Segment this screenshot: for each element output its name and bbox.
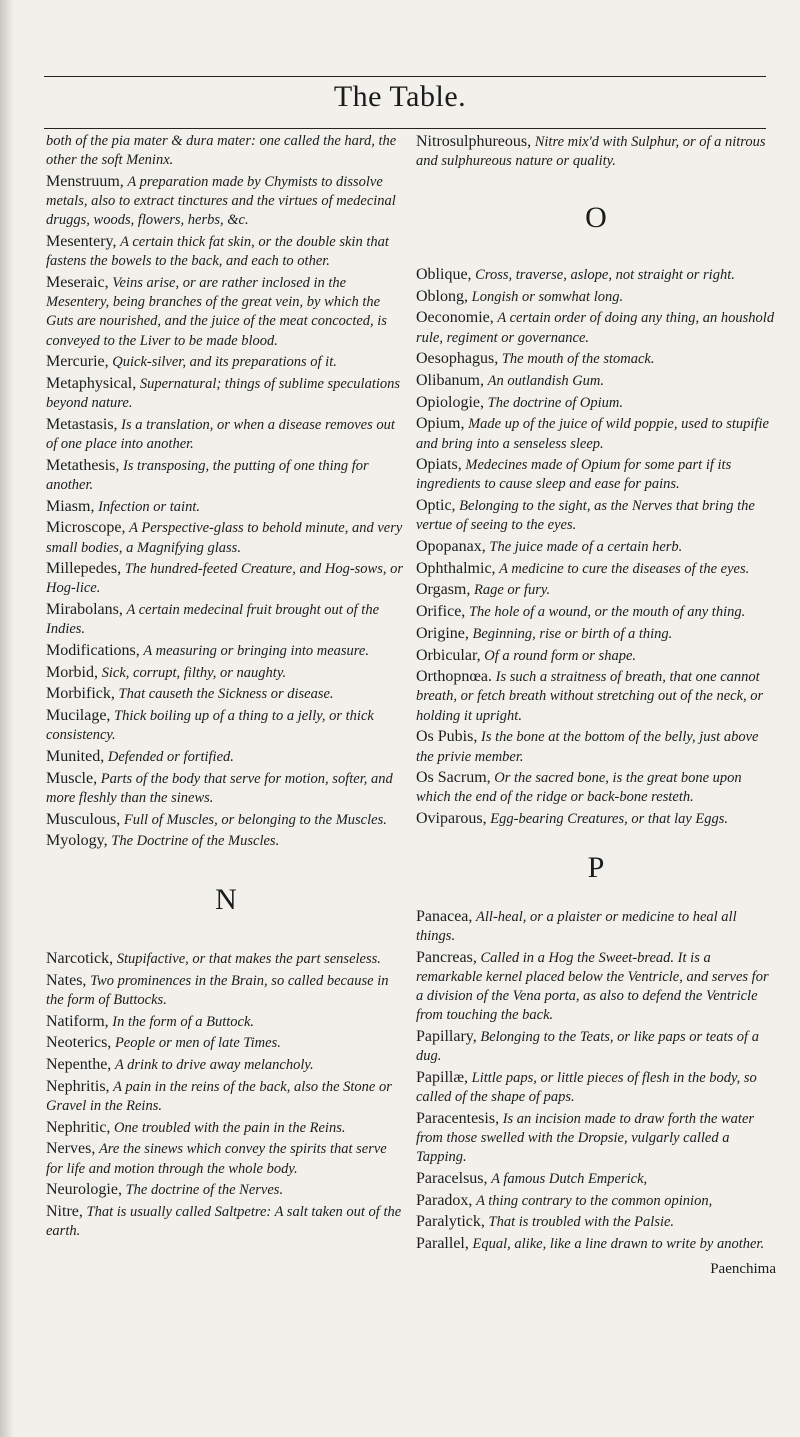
entry-headword: Mesentery, (46, 233, 117, 251)
entry-definition: Little paps, or little pieces of flesh in the body, so called of the shape of paps. (416, 1070, 757, 1106)
glossary-entry (416, 1109, 776, 1168)
left-column (46, 132, 406, 1243)
entry-headword: Oblique, (416, 265, 472, 283)
glossary-entry (416, 667, 776, 726)
entry-definition: The hundred-feeted Creature, and Hog-sows, or Hog-lice. (46, 561, 404, 597)
entry-definition: Quick-silver, and its preparations of it. (112, 354, 337, 371)
entry-headword: Nerves, (46, 1140, 96, 1158)
entry-headword: Papillary, (416, 1028, 477, 1046)
entry-headword: Olibanum, (416, 371, 484, 389)
entry-definition: That causeth the Sickness or disease. (118, 686, 334, 703)
entry-definition: A pain in the reins of the back, also the Stone or Gravel in the Reins. (46, 1078, 392, 1115)
glossary-entry (416, 727, 776, 766)
entry-definition: Medecines made of Opium for some part if its ingredients to cause sleep and ease for pains. (416, 457, 732, 493)
glossary-entry (416, 1169, 776, 1189)
entry-definition: A measuring or bringing into measure. (143, 643, 369, 660)
entry-definition: Longish or somwhat long. (471, 288, 624, 305)
entries-n (46, 949, 406, 1241)
entry-headword: Optic, (416, 497, 456, 515)
glossary-entry (46, 831, 406, 851)
glossary-entry (46, 971, 406, 1010)
entry-definition: In the form of a Buttock. (112, 1013, 255, 1030)
entry-definition: Made up of the juice of wild poppie, used to stupifie and bring into a senseless sleep. (416, 416, 769, 452)
glossary-entry (46, 1202, 406, 1241)
glossary-entry (416, 602, 776, 622)
entry-headword: Modifications, (46, 642, 140, 660)
glossary-entry (416, 1212, 776, 1232)
glossary-entry (416, 646, 776, 666)
entry-headword: Myology, (46, 832, 108, 850)
entry-headword: Microscope, (46, 519, 126, 537)
entry-headword: Opiats, (416, 456, 462, 474)
entry-headword: Nates, (46, 971, 87, 989)
glossary-entry (46, 497, 406, 517)
entry-headword: Morbifick, (46, 685, 115, 703)
glossary-entry (416, 265, 776, 285)
entry-definition: A thing contrary to the common opinion, (476, 1192, 713, 1209)
entry-definition: A famous Dutch Emperick, (491, 1171, 648, 1188)
glossary-entry (46, 456, 406, 495)
entries-p (416, 907, 776, 1254)
glossary-entry (416, 537, 776, 557)
glossary-entry (46, 1055, 406, 1075)
glossary-entry (416, 414, 776, 453)
entries-o (416, 265, 776, 829)
entry-headword: Paracentesis, (416, 1109, 500, 1127)
glossary-entry (416, 1027, 776, 1066)
glossary-entry (46, 232, 406, 271)
entry-headword: Panacea, (416, 907, 473, 925)
glossary-entry (46, 1180, 406, 1200)
entry-definition: Of a round form or shape. (484, 647, 637, 664)
entry-definition: A Perspective-glass to behold minute, and very small bodies, a Magnifying glass. (46, 520, 403, 556)
entry-headword: Pancreas, (416, 948, 477, 966)
entry-headword: Metastasis, (46, 415, 118, 433)
entry-headword: Morbid, (46, 663, 98, 681)
page-edge-shadow (0, 0, 14, 1437)
entry-headword: Mercurie, (46, 353, 109, 371)
entry-definition: A drink to drive away melancholy. (114, 1057, 314, 1074)
entry-definition: Two prominences in the Brain, so called because in the form of Buttocks. (46, 972, 389, 1009)
entry-headword: Munited, (46, 748, 105, 766)
section-letter-n: N (215, 883, 237, 917)
entry-headword: Oblong, (416, 287, 468, 305)
entry-headword: Nephritic, (46, 1118, 111, 1136)
entry-definition: Parts of the body that serve for motion, softer, and more fleshly than the sinews. (46, 770, 393, 806)
glossary-entry (46, 706, 406, 745)
glossary-entry (46, 769, 406, 808)
entry-definition: Or the sacred bone, is the great bone upon which the end of the ridge or back-bone resteth. (416, 770, 742, 806)
glossary-entry (416, 132, 776, 171)
entry-definition: Are the sinews which convey the spirits that serve for life and motion through the whole body. (46, 1141, 387, 1177)
glossary-entry (416, 371, 776, 391)
entry-definition: A preparation made by Chymists to dissolve metals, also to extract tinctures and the virtues of medecinal druggs, woods, flowers, herbs, &c. (46, 173, 396, 229)
entry-headword: Nitre, (46, 1203, 83, 1221)
glossary-entry (416, 948, 776, 1026)
entry-definition: A certain order of doing any thing, an houshold rule, regiment or governance. (416, 310, 775, 346)
entry-definition: Is an incision made to draw forth the water from those swelled with the Dropsie, vulgarly called a Tapping. (416, 1110, 755, 1166)
entry-headword: Oviparous, (416, 810, 487, 828)
glossary-entry (416, 349, 776, 369)
entry-headword: Paralytick, (416, 1213, 485, 1231)
entry-headword: Orgasm, (416, 581, 471, 599)
entry-headword: Papillæ, (416, 1069, 469, 1087)
glossary-entry (416, 809, 776, 829)
entry-headword: Opopanax, (416, 538, 486, 556)
entry-definition: People or men of late Times. (114, 1035, 281, 1052)
entry-headword: Orthopnœa. (416, 668, 492, 686)
entry-definition: Beginning, rise or birth of a thing. (472, 625, 673, 642)
entry-definition: The hole of a wound, or the mouth of any thing. (468, 604, 746, 621)
right-column (416, 132, 776, 1280)
entry-definition: Belonging to the sight, as the Nerves that bring the vertue of seeing to the eyes. (416, 498, 755, 534)
entry-definition: Supernatural; things of sublime speculations beyond nature. (46, 375, 401, 412)
entry-headword: Oesophagus, (416, 350, 499, 368)
glossary-entry (46, 810, 406, 830)
glossary-entry (46, 518, 406, 557)
glossary-entry (416, 624, 776, 644)
entry-definition: Thick boiling up of a thing to a jelly, or thick consistency. (46, 708, 374, 744)
entry-headword: Orifice, (416, 603, 466, 621)
glossary-entry (416, 768, 776, 807)
glossary-entry (46, 1118, 406, 1138)
glossary-entry (416, 496, 776, 535)
entry-definition: Called in a Hog the Sweet-bread. It is a remarkable kernel placed below the Ventricle, and serves for a division of the Vena porta, as also to defend the Ventricle from touching the back. (416, 949, 769, 1024)
glossary-entry (46, 600, 406, 639)
glossary-entry (46, 663, 406, 683)
entry-headword: Origine, (416, 624, 469, 642)
entry-headword: Oeconomie, (416, 309, 494, 327)
entry-headword: Os Pubis, (416, 728, 478, 746)
glossary-entry (46, 1033, 406, 1053)
entry-definition: Egg-bearing Creatures, or that lay Eggs. (490, 811, 729, 828)
entry-headword: Neurologie, (46, 1181, 122, 1199)
entry-headword: Narcotick, (46, 950, 114, 968)
entry-definition: Equal, alike, like a line drawn to write by another. (472, 1236, 765, 1253)
entry-headword: Menstruum, (46, 172, 124, 190)
entry-definition: The juice made of a certain herb. (489, 539, 683, 556)
section-letter-o: O (585, 200, 607, 234)
entry-headword: Orbicular, (416, 646, 481, 664)
glossary-entry (416, 1191, 776, 1211)
entry-headword: Meseraic, (46, 273, 109, 291)
entry-definition: An outlandish Gum. (487, 372, 605, 389)
entry-definition: Cross, traverse, aslope, not straight or right. (475, 266, 735, 283)
glossary-entry (46, 172, 406, 231)
glossary-entry (46, 641, 406, 661)
glossary-entry (46, 1077, 406, 1116)
entry-definition: Full of Muscles, or belonging to the Muscles. (123, 811, 387, 828)
entry-definition: One troubled with the pain in the Reins. (114, 1119, 346, 1136)
glossary-entry (416, 559, 776, 579)
entry-definition: The Doctrine of the Muscles. (111, 833, 280, 850)
entry-definition: A certain medecinal fruit brought out of the Indies. (46, 602, 380, 638)
entry-definition: That is usually called Saltpetre: A salt taken out of the earth. (46, 1204, 402, 1240)
page-title: The Table. (333, 80, 467, 113)
entry-definition: Rage or fury. (474, 582, 551, 599)
entry-definition: The mouth of the stomack. (501, 351, 655, 368)
entry-definition: The doctrine of the Nerves. (125, 1182, 284, 1199)
glossary-entry (416, 308, 776, 347)
entry-definition: All-heal, or a plaister or medicine to heal all things. (416, 908, 737, 945)
entry-definition: Is a translation, or when a disease removes out of one place into another. (46, 416, 395, 453)
entry-headword: Metathesis, (46, 456, 120, 474)
entry-definition: That is troubled with the Palsie. (488, 1214, 675, 1231)
entry-headword: Muscle, (46, 769, 98, 787)
header-rule-top (44, 76, 766, 77)
glossary-entry (46, 949, 406, 969)
entry-headword: Miasm, (46, 497, 95, 515)
glossary-entry (416, 1068, 776, 1107)
entry-definition: Nitre mix'd with Sulphur, or of a nitrous and sulphureous nature or quality. (416, 134, 766, 170)
entry-headword: Nephritis, (46, 1077, 110, 1095)
entry-headword: Ophthalmic, (416, 559, 496, 577)
glossary-entry (416, 287, 776, 307)
entry-headword: Paracelsus, (416, 1170, 488, 1188)
entry-definition: Veins arise, or are rather inclosed in the Mesentery, being branches of the great vein, by which the Guts are nourished, and the juice of the meat concocted, is conveyed to the Liver to be made blood. (46, 274, 387, 349)
entry-headword: Mirabolans, (46, 601, 123, 619)
glossary-entry (46, 352, 406, 372)
entry-definition: Belonging to the Teats, or like paps or teats of a dug. (416, 1029, 759, 1065)
entry-headword: Millepedes, (46, 560, 122, 578)
entry-definition: Is transposing, the putting of one thing for another. (46, 457, 369, 493)
entry-definition: Defended or fortified. (107, 749, 234, 766)
entry-definition: Is the bone at the bottom of the belly, just above the privie member. (416, 729, 759, 765)
glossary-entry (46, 559, 406, 598)
glossary-entry (46, 273, 406, 351)
glossary-entry (416, 1234, 776, 1254)
glossary-entry (46, 684, 406, 704)
entry-headword: Parallel, (416, 1235, 469, 1253)
section-letter-p: P (587, 850, 605, 884)
entries-m (46, 172, 406, 852)
entry-headword: Paradox, (416, 1191, 473, 1209)
entry-headword: Neoterics, (46, 1034, 112, 1052)
entry-definition: Sick, corrupt, filthy, or naughty. (101, 664, 287, 681)
glossary-entry (46, 747, 406, 767)
header-rule-bottom (44, 128, 766, 129)
entry-headword: Natiform, (46, 1012, 109, 1030)
entry-headword: Nepenthe, (46, 1056, 112, 1074)
entry-definition: Is such a straitness of breath, that one cannot breath, or fetch breath without stretching out of the neck, or holding it upright. (416, 669, 764, 724)
glossary-entry (416, 907, 776, 946)
entry-definition: Stupifactive, or that makes the part senseless. (116, 951, 381, 968)
glossary-entry (46, 1012, 406, 1032)
entry-definition: A medicine to cure the diseases of the eyes. (499, 560, 750, 577)
continuation-text: both of the pia mater & dura mater: one called the hard, the other the soft Meninx. (46, 133, 397, 169)
entries-n-continued (416, 132, 776, 171)
entry-headword: Metaphysical, (46, 374, 137, 392)
entry-headword: Musculous, (46, 810, 121, 828)
glossary-entry (416, 580, 776, 600)
entry-definition: A certain thick fat skin, or the double skin that fastens the bowels to the back, and each to other. (46, 234, 389, 270)
glossary-entry (46, 374, 406, 413)
catchword: Paenchima (710, 1261, 776, 1278)
entry-headword: Opium, (416, 415, 465, 433)
entry-headword: Mucilage, (46, 707, 111, 725)
entry-headword: Os Sacrum, (416, 769, 491, 787)
entry-definition: The doctrine of Opium. (487, 394, 623, 411)
entry-headword: Nitrosulphureous, (416, 133, 532, 150)
glossary-entry (416, 455, 776, 494)
entry-headword: Opiologie, (416, 393, 484, 411)
entry-definition: Infection or taint. (98, 498, 200, 515)
glossary-entry (416, 393, 776, 413)
glossary-entry (46, 1139, 406, 1178)
glossary-entry (46, 415, 406, 454)
